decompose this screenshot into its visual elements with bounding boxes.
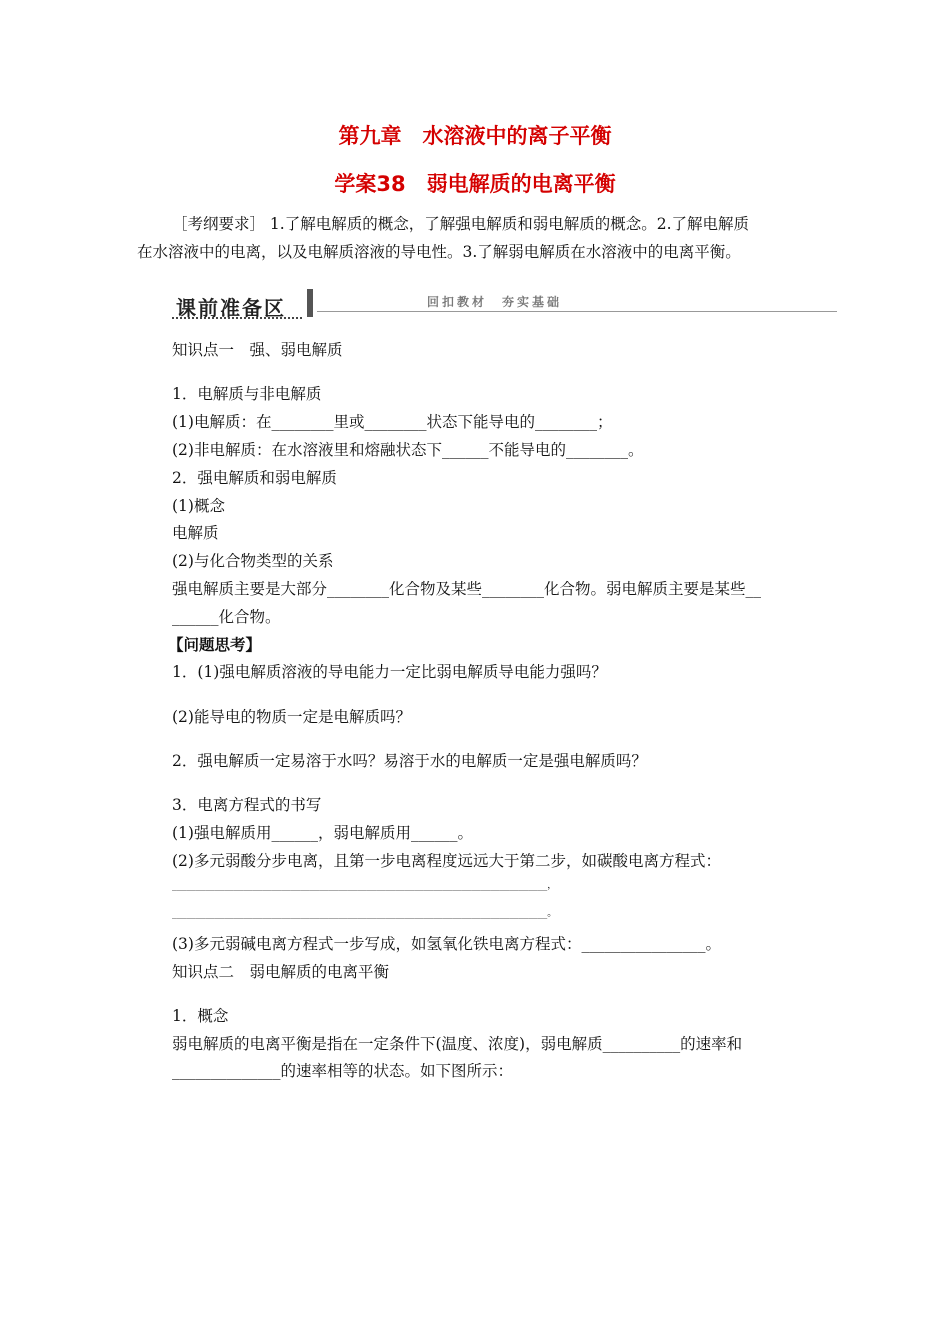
list-item: 电解质 bbox=[172, 524, 219, 542]
answer-blank-line: _______________________________________________________________________________， bbox=[172, 880, 557, 891]
banner-rule bbox=[317, 311, 837, 312]
list-item: (2)非电解质：在水溶液里和熔融状态下______不能导电的________。 bbox=[172, 441, 644, 459]
list-item: 1．电解质与非电解质 bbox=[172, 385, 322, 403]
banner-title-underline bbox=[172, 317, 302, 319]
banner-title: 课前准备区 bbox=[176, 296, 286, 320]
question-item: 1．(1)强电解质溶液的导电能力一定比弱电解质导电能力强吗？ bbox=[172, 663, 607, 681]
list-item: (3)多元弱碱电离方程式一步写成，如氢氧化铁电离方程式：________________。 bbox=[172, 935, 721, 953]
list-item: (1)电解质：在________里或________状态下能导电的________； bbox=[172, 413, 613, 431]
list-item: (1)概念 bbox=[172, 497, 225, 515]
list-item: ______化合物。 bbox=[172, 608, 281, 626]
list-item: 弱电解质的电离平衡是指在一定条件下(温度、浓度)，弱电解质__________的速率和 bbox=[172, 1035, 743, 1053]
question-item: (2)能导电的物质一定是电解质吗？ bbox=[172, 708, 411, 726]
list-item: (2)与化合物类型的关系 bbox=[172, 552, 334, 570]
list-item: 强电解质主要是大部分________化合物及某些________化合物。弱电解质主要是某些__ bbox=[172, 580, 762, 598]
question-heading: 【问题思考】 bbox=[168, 635, 262, 654]
list-item: (1)强电解质用______，弱电解质用______。 bbox=[172, 824, 473, 842]
requirements-line-1: ［考纲要求］ 1.了解电解质的概念，了解强电解质和弱电解质的概念。2.了解电解质 bbox=[172, 215, 750, 233]
list-item: 2．强电解质和弱电解质 bbox=[172, 469, 337, 487]
case-title: 学案38 弱电解质的电离平衡 bbox=[334, 172, 616, 196]
chapter-title: 第九章 水溶液中的离子平衡 bbox=[338, 124, 612, 148]
section-banner bbox=[172, 287, 837, 321]
requirements-line-2: 在水溶液中的电离，以及电解质溶液的导电性。3.了解弱电解质在水溶液中的电离平衡。 bbox=[137, 243, 741, 261]
list-item: (2)多元弱酸分步电离，且第一步电离程度远远大于第二步，如碳酸电离方程式： bbox=[172, 852, 721, 870]
banner-subtitle: 回扣教材 夯实基础 bbox=[427, 295, 563, 309]
knowledge-point-1-heading: 知识点一 强、弱电解质 bbox=[172, 341, 343, 359]
list-item: ______________的速率相等的状态。如下图所示： bbox=[172, 1062, 514, 1080]
question-item: 2．强电解质一定易溶于水吗？易溶于水的电解质一定是强电解质吗？ bbox=[172, 752, 647, 770]
list-item: 1．概念 bbox=[172, 1007, 229, 1025]
answer-blank-line: _______________________________________________________________________________。 bbox=[172, 908, 557, 919]
knowledge-point-2-heading: 知识点二 弱电解质的电离平衡 bbox=[172, 963, 390, 981]
list-item: 3．电离方程式的书写 bbox=[172, 796, 322, 814]
banner-divider-bar bbox=[307, 289, 313, 317]
